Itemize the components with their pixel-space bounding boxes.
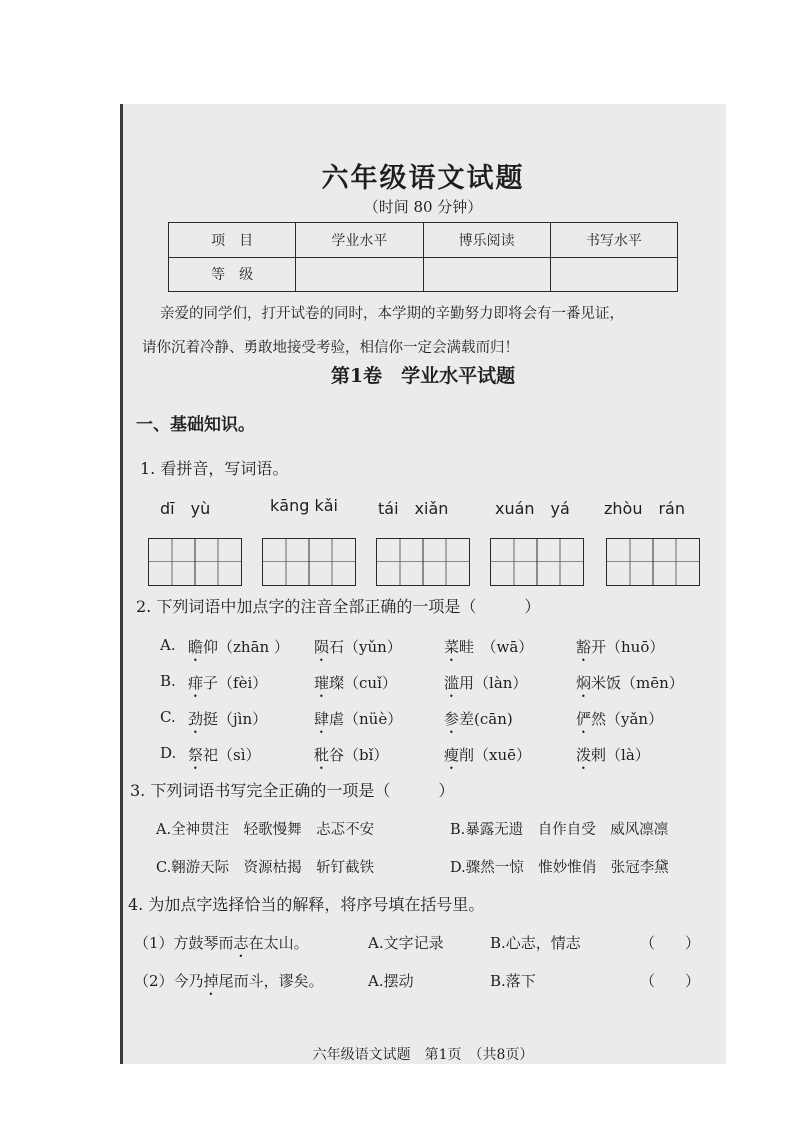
- q2-option-c-4: 俨然（yǎn）: [576, 710, 664, 728]
- exam-time: （时间 80 分钟）: [363, 198, 483, 216]
- answer-box-1[interactable]: [148, 538, 242, 586]
- grade-header-writing: 书写水平: [550, 223, 677, 258]
- answer-box-5[interactable]: [606, 538, 700, 586]
- q2-option-d-1: 祭祀（sì）: [188, 746, 261, 764]
- q3-option-b: B.暴露无遗 自作自受 威风凛凛: [450, 822, 669, 838]
- q2-option-a-4: 豁开（huō）: [576, 638, 665, 656]
- pinyin-4: xuán yá: [495, 499, 570, 518]
- q4-item-1-text: （1）方鼓琴而志在太山。: [134, 934, 309, 952]
- q3-option-a: A.全神贯注 轻歌慢舞 忐忑不安: [156, 822, 375, 838]
- q2-option-c-2: 肆虐（nüè）: [314, 710, 403, 728]
- q2-option-c-1: 劲挺（jìn）: [188, 710, 268, 728]
- q2-option-d-label: D.: [160, 744, 177, 762]
- grade-header-item: 项 目: [169, 223, 296, 258]
- intro-line-2: 请你沉着冷静、勇敢地接受考验，相信你一定会满载而归！: [142, 340, 519, 356]
- q2-option-b-1: 痱子（fèi）: [188, 674, 268, 692]
- q2-option-d-4: 泼剌（là）: [576, 746, 650, 764]
- q2-option-d-2: 秕谷（bǐ）: [314, 746, 389, 764]
- question-3-title: 3. 下列词语书写完全正确的一项是（ ）: [130, 781, 455, 800]
- q2-option-b-label: B.: [160, 672, 176, 690]
- q4-item-2-option-a: A.摆动: [368, 972, 414, 990]
- section-title: 第1卷 学业水平试题: [330, 365, 516, 387]
- pinyin-5: zhòu rán: [604, 499, 685, 518]
- pinyin-1: dī yù: [160, 499, 211, 518]
- q2-option-a-3: 菜畦 （wā）: [444, 638, 534, 656]
- q2-option-d-3: 瘦削（xuē）: [444, 746, 532, 764]
- grade-cell: [550, 257, 677, 292]
- pinyin-3: tái xiǎn: [378, 499, 449, 518]
- q4-item-2-answer-blank[interactable]: （ ）: [640, 972, 701, 990]
- part-one-heading: 一、基础知识。: [136, 415, 255, 435]
- q2-option-c-3: 参差(cān): [444, 710, 513, 728]
- exam-paper: [120, 104, 726, 1064]
- grade-table: [168, 222, 678, 292]
- grade-row-label: 等 级: [169, 257, 296, 292]
- q2-option-a-2: 陨石（yǔn）: [314, 638, 402, 656]
- q4-item-2-option-b: B.落下: [490, 972, 536, 990]
- grade-cell: [423, 257, 550, 292]
- grade-header-academic: 学业水平: [296, 223, 423, 258]
- answer-box-2[interactable]: [262, 538, 356, 586]
- intro-line-1: 亲爱的同学们，打开试卷的同时，本学期的辛勤努力即将会有一番见证，: [160, 306, 624, 322]
- grade-header-reading: 博乐阅读: [423, 223, 550, 258]
- question-4-title: 4. 为加点字选择恰当的解释，将序号填在括号里。: [128, 895, 485, 914]
- q2-option-b-2: 璀璨（cuǐ）: [314, 674, 397, 692]
- q4-item-1-option-b: B.心志，情志: [490, 934, 581, 952]
- pinyin-2: kāng kǎi: [270, 496, 338, 515]
- q2-option-b-3: 滥用（làn）: [444, 674, 528, 692]
- question-2-title: 2. 下列词语中加点字的注音全部正确的一项是（ ）: [136, 597, 541, 616]
- q2-option-c-label: C.: [160, 708, 176, 726]
- q4-item-1-answer-blank[interactable]: （ ）: [640, 934, 701, 952]
- grade-cell: [296, 257, 423, 292]
- answer-box-4[interactable]: [490, 538, 584, 586]
- q3-option-c: C.翱游天际 资源枯揭 斩钉截铁: [156, 860, 375, 876]
- q3-option-d: D.骤然一惊 惟妙惟俏 张冠李黛: [450, 860, 669, 876]
- q2-option-a-label: A.: [160, 636, 176, 654]
- answer-box-3[interactable]: [376, 538, 470, 586]
- question-1-title: 1. 看拼音，写词语。: [140, 459, 289, 478]
- page-footer: 六年级语文试题 第1页 （共8页）: [312, 1047, 534, 1063]
- exam-title: 六年级语文试题: [321, 163, 525, 194]
- q4-item-1-option-a: A.文字记录: [368, 934, 444, 952]
- q2-option-a-1: 瞻仰（zhān ）: [188, 638, 289, 656]
- q2-option-b-4: 焖米饭（mēn）: [576, 674, 684, 692]
- q4-item-2-text: （2）今乃掉尾而斗，谬矣。: [134, 972, 324, 990]
